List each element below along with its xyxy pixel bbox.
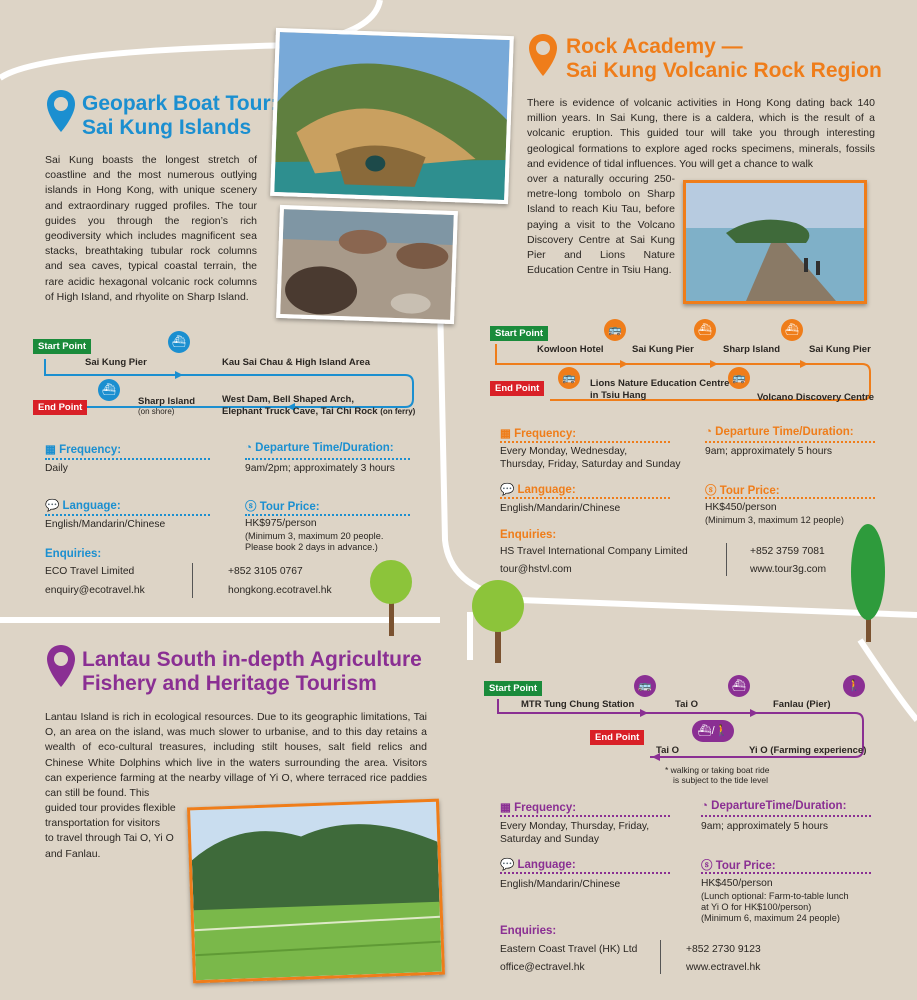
tree-icon xyxy=(470,578,526,663)
location-pin-icon xyxy=(45,643,77,689)
title-line: Rock Academy — xyxy=(566,35,743,58)
price-text: HK$450/person xyxy=(701,878,773,889)
departure-value: 9am; approximately 5 hours xyxy=(701,821,829,832)
description-line: guided tour provides flexible xyxy=(45,802,176,814)
tree-icon xyxy=(848,522,888,642)
price-label xyxy=(245,498,320,514)
price-note: at Yi O for HK$100/person) xyxy=(701,901,812,912)
route-stop: Tai O xyxy=(675,699,699,710)
walking-icon: 🚶 xyxy=(843,675,865,697)
ferry-icon: ⛴ xyxy=(781,319,803,341)
price-note: Please book 2 days in advance.) xyxy=(245,541,378,552)
title-line: Sai Kung Islands xyxy=(82,116,252,139)
route-stop: Yi O (Farming experience) xyxy=(749,745,867,756)
clock-icon: ◔ xyxy=(245,442,256,454)
geopark-title xyxy=(82,92,278,140)
price-note: (Minimum 3, maximum 12 people) xyxy=(705,514,844,525)
price-label xyxy=(701,857,776,873)
price-label xyxy=(705,482,780,498)
label-text: Tour Price: xyxy=(715,860,776,872)
label-text: Departure Time/Duration: xyxy=(255,442,394,454)
rock-columns-photo xyxy=(276,205,458,324)
speech-bubble-icon: 💬 xyxy=(500,859,518,871)
phone-number: +852 2730 9123 xyxy=(686,944,761,955)
email-link[interactable]: tour@hstvl.com xyxy=(500,564,572,575)
departure-label xyxy=(245,442,394,454)
language-value: English/Mandarin/Chinese xyxy=(500,503,621,514)
language-value: English/Mandarin/Chinese xyxy=(500,879,621,890)
price-text: HK$450/person xyxy=(705,502,777,513)
title-line: Fishery and Heritage Tourism xyxy=(82,672,377,695)
email-link[interactable]: enquiry@ecotravel.hk xyxy=(45,585,145,596)
departure-value: 9am/2pm; approximately 3 hours xyxy=(245,463,395,474)
route-stop: Sai Kung Pier xyxy=(809,344,871,355)
rock-description: There is evidence of volcanic activities in Hong Kong dating back 140 million years. In Sai Kung, there is a caldera, which is the result of a volcanic eruption. This guided tour will take you through interesting geological formations to explore aged rocks specimens, minerals, fossils and evidence of tidal influences. You will get a chance to walk xyxy=(527,97,875,170)
departure-value: 9am; approximately 5 hours xyxy=(705,446,833,457)
label-text: Language: xyxy=(517,859,576,871)
enquiries-label: Enquiries: xyxy=(500,529,557,541)
enquiries-label: Enquiries: xyxy=(45,548,102,560)
tombolo-photo xyxy=(683,180,867,304)
stop-note: (on ferry) xyxy=(380,407,416,416)
label-text: Language: xyxy=(517,484,576,496)
bus-icon: 🚌 xyxy=(728,367,750,389)
location-pin-icon xyxy=(527,32,559,78)
bus-icon: 🚌 xyxy=(558,367,580,389)
tree-icon xyxy=(368,558,414,636)
frequency-line: Saturday and Sunday xyxy=(500,833,600,845)
dollar-icon: ⓢ xyxy=(701,860,716,872)
enquiries-label: Enquiries: xyxy=(500,925,557,937)
note-line: is subject to the tide level xyxy=(673,775,768,785)
route-note xyxy=(665,765,769,785)
website-link[interactable]: www.tour3g.com xyxy=(750,564,827,575)
departure-label xyxy=(701,800,846,812)
price-text: HK$975/person xyxy=(245,518,317,529)
calendar-icon: ▦ xyxy=(500,428,515,440)
rock-description-side: over a naturally occuring 250-metre-long tombolo on Sharp Island to reach Kiu Tau, before paying a visit to the Volcano Discovery Centre at Sai Kung Pier and Lions Nature Education Centre in Tsiu Hang. xyxy=(527,173,675,277)
description-line: to travel through Tai O, Yi O xyxy=(45,832,174,845)
route-stop: Sharp Island xyxy=(723,344,781,355)
label-text: Frequency: xyxy=(514,802,577,814)
phone-number: +852 3759 7081 xyxy=(750,546,825,557)
stop-name: West Dam, Bell Shaped Arch, xyxy=(222,394,354,405)
frequency-label xyxy=(500,426,576,440)
lantau-title xyxy=(82,648,422,696)
route-stop: Kau Sai Chau & High Island Area xyxy=(222,357,370,368)
route-stop: MTR Tung Chung Station xyxy=(521,699,635,710)
ferry-icon: ⛴ xyxy=(168,331,190,353)
website-link[interactable]: www.ectravel.hk xyxy=(686,962,761,973)
geopark-description: Sai Kung boasts the longest stretch of coastline and the most numerous outlying islands in Hong Kong, with unique scenery and extraordinary rugged profiles. The tour guides you through the region’s rich geodiversity which includes magnificent sea stacks, breathtaking tubular rock columns and sea caves, typical coastal terrain, the rare acidic hexagonal volcanic rock columns of High Island, and rhyolite on Sharp Island. xyxy=(45,154,257,303)
route-stop: Fanlau (Pier) xyxy=(773,699,831,710)
price-value xyxy=(705,502,844,526)
start-point-badge: Start Point xyxy=(484,681,542,696)
stop-name: Lions Nature Education Centre xyxy=(590,378,730,389)
route-stop: Sai Kung Pier xyxy=(632,344,694,355)
ferry-walk-icon: ⛴/🚶 xyxy=(692,720,734,742)
lantau-description-side xyxy=(45,801,185,862)
title-line: Lantau South in-depth Agriculture xyxy=(82,648,422,671)
route-stop xyxy=(590,378,729,402)
route-stop: Volcano Discovery Centre xyxy=(757,392,875,403)
stop-name: in Tsiu Hang xyxy=(590,390,647,401)
price-value xyxy=(245,518,383,553)
website-link[interactable]: hongkong.ecotravel.hk xyxy=(228,585,332,596)
title-line: Sai Kung Volcanic Rock Region xyxy=(566,59,882,82)
end-point-badge: End Point xyxy=(33,400,87,415)
calendar-icon: ▦ xyxy=(45,444,60,456)
frequency-value xyxy=(500,446,680,471)
route-stop xyxy=(222,394,415,418)
email-link[interactable]: office@ectravel.hk xyxy=(500,962,585,973)
dollar-icon: ⓢ xyxy=(705,485,720,497)
frequency-label xyxy=(500,800,576,814)
language-label xyxy=(45,498,121,512)
label-text: Language: xyxy=(62,500,121,512)
company-name: HS Travel International Company Limited xyxy=(500,546,688,557)
end-point-badge: End Point xyxy=(490,381,544,396)
stop-name: Sharp Island xyxy=(138,396,196,407)
clock-icon: ◔ xyxy=(705,426,716,438)
ferry-icon: ⛴ xyxy=(98,379,120,401)
route-stop xyxy=(138,396,195,416)
rice-paddy-photo xyxy=(187,799,445,984)
start-point-badge: Start Point xyxy=(490,326,548,341)
frequency-line: Every Monday, Wednesday, xyxy=(500,446,628,457)
label-text: DepartureTime/Duration: xyxy=(711,800,847,812)
ferry-icon: ⛴ xyxy=(694,319,716,341)
price-note: (Minimum 6, maximum 24 people) xyxy=(701,912,840,923)
route-stop: Tai O xyxy=(656,745,680,756)
description-line: transportation for visitors xyxy=(45,817,160,830)
stop-note: (on shore) xyxy=(138,407,175,416)
calendar-icon: ▦ xyxy=(500,802,515,814)
departure-label xyxy=(705,426,854,438)
speech-bubble-icon: 💬 xyxy=(45,500,63,512)
frequency-line: Thursday, Friday, Saturday and Sunday xyxy=(500,458,681,470)
rock-title xyxy=(566,35,882,83)
title-line: Geopark Boat Tour: xyxy=(82,92,278,115)
clock-icon: ◔ xyxy=(701,800,712,812)
company-name: ECO Travel Limited xyxy=(45,566,135,577)
frequency-line: Every Monday, Thursday, Friday, xyxy=(500,821,650,832)
description-line: and Fanlau. xyxy=(45,847,101,860)
frequency-value xyxy=(500,821,649,846)
ferry-icon: ⛴ xyxy=(728,675,750,697)
label-text: Frequency: xyxy=(514,428,577,440)
sea-cliff-photo xyxy=(270,28,514,204)
frequency-label xyxy=(45,442,121,456)
language-label xyxy=(500,482,576,496)
label-text: Tour Price: xyxy=(719,485,780,497)
label-text: Departure Time/Duration: xyxy=(715,426,854,438)
language-label xyxy=(500,857,576,871)
dollar-icon: ⓢ xyxy=(245,501,260,513)
language-value: English/Mandarin/Chinese xyxy=(45,519,166,530)
price-note: (Minimum 3, maximum 20 people. xyxy=(245,530,384,541)
frequency-value: Daily xyxy=(45,463,68,474)
company-name: Eastern Coast Travel (HK) Ltd xyxy=(500,944,638,955)
route-stop: Kowloon Hotel xyxy=(537,344,604,355)
bus-icon: 🚌 xyxy=(634,675,656,697)
label-text: Tour Price: xyxy=(259,501,320,513)
location-pin-icon xyxy=(45,88,77,134)
price-value xyxy=(701,878,849,924)
route-stop: Sai Kung Pier xyxy=(85,357,147,368)
note-line: * walking or taking boat ride xyxy=(665,765,770,775)
start-point-badge: Start Point xyxy=(33,339,91,354)
phone-number: +852 3105 0767 xyxy=(228,566,303,577)
bus-icon: 🚌 xyxy=(604,319,626,341)
lantau-description: Lantau Island is rich in ecological resources. Due to its geographic limitations, Tai O, an area on the island, was much slower to urbanise, and to this day retains a wealth of eco-cultural treasures, including stilt houses, salt field relics and Chinese White Dolphins which live in the waters surrounding the area. Visitors can experience farming at the nearby village of Yi O, where terraced rice paddies can still be found. This xyxy=(45,711,427,800)
end-point-badge: End Point xyxy=(590,730,644,745)
price-note: (Lunch optional: Farm-to-table lunch xyxy=(701,890,849,901)
label-text: Frequency: xyxy=(59,444,122,456)
stop-name: Elephant Truck Cave, Tai Chi Rock xyxy=(222,406,378,417)
speech-bubble-icon: 💬 xyxy=(500,484,518,496)
